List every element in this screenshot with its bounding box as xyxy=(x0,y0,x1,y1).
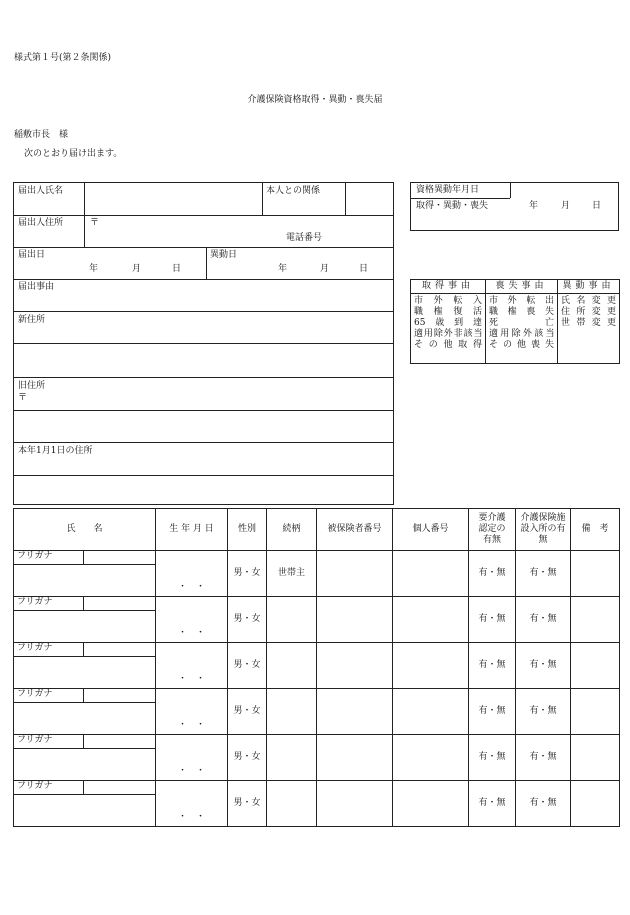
header-insured-number: 被保険者番号 xyxy=(317,509,393,551)
name-field[interactable] xyxy=(14,565,156,597)
qualification-types: 取得・異動・喪失 xyxy=(416,201,489,211)
care-certification-field[interactable]: 有・無 xyxy=(469,735,516,781)
facility-field[interactable]: 有・無 xyxy=(516,735,571,781)
remarks-field[interactable] xyxy=(571,643,620,689)
notify-year: 年 xyxy=(89,264,99,274)
acquisition-reason[interactable]: 市外転入 xyxy=(414,296,482,306)
insured-number-field[interactable] xyxy=(317,735,393,781)
furigana-label: フリガナ xyxy=(14,735,84,749)
acquisition-reason[interactable]: その他取得 xyxy=(414,340,482,350)
insured-number-field[interactable] xyxy=(317,643,393,689)
acquisition-reason[interactable]: 適用除外非該当 xyxy=(414,329,482,339)
old-postal-mark: 〒 xyxy=(18,393,28,403)
insured-number-field[interactable] xyxy=(317,551,393,597)
intro-text: 次のとおり届け出ます。 xyxy=(24,149,123,159)
birth-date-field[interactable]: ・ ・ xyxy=(156,735,228,781)
furigana-field[interactable] xyxy=(84,735,156,749)
furigana-label: フリガナ xyxy=(14,551,84,565)
reasons-table xyxy=(410,279,620,364)
members-table xyxy=(13,508,620,827)
furigana-field[interactable] xyxy=(84,689,156,703)
change-year: 年 xyxy=(278,264,288,274)
qualification-year: 年 xyxy=(529,201,539,211)
name-field[interactable] xyxy=(14,657,156,689)
loss-reason[interactable]: その他喪失 xyxy=(489,340,554,350)
furigana-field[interactable] xyxy=(84,643,156,657)
header-personal-number: 個人番号 xyxy=(393,509,469,551)
qualification-month: 月 xyxy=(561,201,571,211)
qualification-date-box xyxy=(410,182,619,231)
furigana-label: フリガナ xyxy=(14,689,84,703)
personal-number-field[interactable] xyxy=(393,551,469,597)
furigana-field[interactable] xyxy=(84,781,156,795)
sex-field[interactable]: 男・女 xyxy=(228,689,267,735)
relation-field[interactable] xyxy=(347,185,393,213)
header-facility: 介護保険施設入所の有無 xyxy=(516,509,571,551)
name-field[interactable] xyxy=(14,703,156,735)
applicant-name-label: 届出人氏名 xyxy=(18,186,64,196)
remarks-field[interactable] xyxy=(571,689,620,735)
sex-field[interactable]: 男・女 xyxy=(228,597,267,643)
reason-header-loss: 喪失事由 xyxy=(486,280,558,294)
reason-header-change: 異動事由 xyxy=(558,280,620,294)
change-day: 日 xyxy=(359,264,369,274)
relationship-field[interactable] xyxy=(267,735,317,781)
notify-day: 日 xyxy=(172,264,182,274)
relationship-field[interactable] xyxy=(267,689,317,735)
form-number: 様式第１号(第２条関係) xyxy=(14,53,112,63)
header-birth: 生 年 月 日 xyxy=(156,509,228,551)
furigana-field[interactable] xyxy=(84,597,156,611)
header-remarks: 備 考 xyxy=(571,509,620,551)
remarks-field[interactable] xyxy=(571,735,620,781)
header-care-certification: 要介護認定の有無 xyxy=(469,509,516,551)
insured-number-field[interactable] xyxy=(317,781,393,827)
care-certification-field[interactable]: 有・無 xyxy=(469,643,516,689)
qualification-date-header: 資格異動年月日 xyxy=(416,185,480,195)
personal-number-field[interactable] xyxy=(393,689,469,735)
sex-field[interactable]: 男・女 xyxy=(228,735,267,781)
facility-field[interactable]: 有・無 xyxy=(516,689,571,735)
birth-date-field[interactable]: ・ ・ xyxy=(156,597,228,643)
applicant-address-label: 届出人住所 xyxy=(18,218,64,228)
change-reason[interactable]: 住所変更 xyxy=(561,307,616,317)
birth-date-field[interactable]: ・ ・ xyxy=(156,781,228,827)
remarks-field[interactable] xyxy=(571,551,620,597)
page-title: 介護保険資格取得・異動・喪失届 xyxy=(247,95,383,105)
relationship-field[interactable] xyxy=(267,597,317,643)
sex-field[interactable]: 男・女 xyxy=(228,551,267,597)
facility-field[interactable]: 有・無 xyxy=(516,597,571,643)
acquisition-reason[interactable]: 職権復活 xyxy=(414,307,482,317)
member-row xyxy=(14,597,620,611)
care-certification-field[interactable]: 有・無 xyxy=(469,689,516,735)
insured-number-field[interactable] xyxy=(317,689,393,735)
notify-month: 月 xyxy=(132,264,142,274)
loss-reason[interactable]: 職権喪失 xyxy=(489,307,554,317)
name-field[interactable] xyxy=(14,749,156,781)
relationship-field[interactable] xyxy=(267,643,317,689)
personal-number-field[interactable] xyxy=(393,643,469,689)
name-field[interactable] xyxy=(14,611,156,643)
header-name: 氏 名 xyxy=(14,509,156,551)
personal-number-field[interactable] xyxy=(393,781,469,827)
facility-field[interactable]: 有・無 xyxy=(516,551,571,597)
member-row xyxy=(14,689,620,703)
care-certification-field[interactable]: 有・無 xyxy=(469,597,516,643)
member-row xyxy=(14,735,620,749)
furigana-label: フリガナ xyxy=(14,643,84,657)
personal-number-field[interactable] xyxy=(393,735,469,781)
phone-label: 電話番号 xyxy=(286,233,323,243)
loss-reason[interactable]: 市外転出 xyxy=(489,296,554,306)
sex-field[interactable]: 男・女 xyxy=(228,643,267,689)
new-address-label: 新住所 xyxy=(18,315,46,325)
change-reason[interactable]: 氏名変更 xyxy=(561,296,616,306)
addressee: 稲敷市長 様 xyxy=(14,130,69,140)
relationship-field[interactable]: 世帯主 xyxy=(267,551,317,597)
notify-date-label: 届出日 xyxy=(18,250,46,260)
furigana-label: フリガナ xyxy=(14,597,84,611)
care-certification-field[interactable]: 有・無 xyxy=(469,781,516,827)
acquisition-reason[interactable]: 65歳到達 xyxy=(414,318,482,328)
furigana-field[interactable] xyxy=(84,551,156,565)
facility-field[interactable]: 有・無 xyxy=(516,643,571,689)
postal-mark: 〒 xyxy=(90,218,100,228)
reason-label: 届出事由 xyxy=(18,282,55,292)
facility-field[interactable]: 有・無 xyxy=(516,781,571,827)
furigana-label: フリガナ xyxy=(14,781,84,795)
name-field[interactable] xyxy=(14,795,156,827)
header-relationship: 続柄 xyxy=(267,509,317,551)
reason-header-acquisition: 取得事由 xyxy=(411,280,486,294)
sex-field[interactable]: 男・女 xyxy=(228,781,267,827)
care-certification-field[interactable]: 有・無 xyxy=(469,551,516,597)
jan1-address-label: 本年1月1日の住所 xyxy=(18,446,93,456)
applicant-address-field[interactable] xyxy=(104,217,389,231)
relationship-field[interactable] xyxy=(267,781,317,827)
change-reason[interactable]: 世帯変更 xyxy=(561,318,616,328)
applicant-section xyxy=(13,182,394,505)
birth-date-field[interactable]: ・ ・ xyxy=(156,689,228,735)
personal-number-field[interactable] xyxy=(393,597,469,643)
member-row xyxy=(14,643,620,657)
relation-label: 本人との関係 xyxy=(266,186,321,196)
applicant-name-field[interactable] xyxy=(86,185,260,213)
header-sex: 性別 xyxy=(228,509,267,551)
change-month: 月 xyxy=(320,264,330,274)
member-row xyxy=(14,781,620,795)
change-date-label: 異動日 xyxy=(210,250,238,260)
remarks-field[interactable] xyxy=(571,597,620,643)
old-address-label: 旧住所 xyxy=(18,381,46,391)
remarks-field[interactable] xyxy=(571,781,620,827)
loss-reason[interactable]: 死亡 xyxy=(489,318,554,328)
loss-reason[interactable]: 適用除外該当 xyxy=(489,329,554,339)
insured-number-field[interactable] xyxy=(317,597,393,643)
qualification-day: 日 xyxy=(592,201,602,211)
birth-date-field[interactable]: ・ ・ xyxy=(156,551,228,597)
birth-date-field[interactable]: ・ ・ xyxy=(156,643,228,689)
member-row xyxy=(14,551,620,565)
